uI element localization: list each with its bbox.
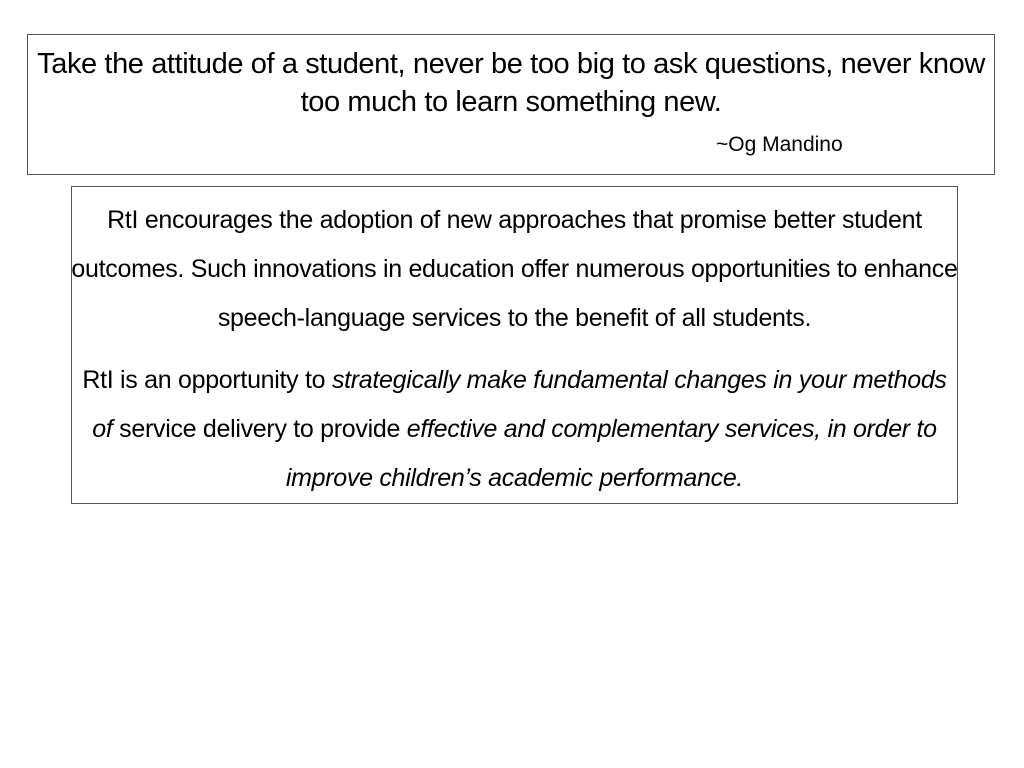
paragraph-part-2-italic: strategically make fundamental changes in your methods of <box>92 366 947 443</box>
quote-box <box>27 34 995 175</box>
paragraph-rti-opportunity <box>71 356 958 503</box>
content-text <box>71 196 958 503</box>
quote-author: ~Og Mandino <box>716 133 843 156</box>
paragraph-part-4-italic: effective and complementary services, in order to improve children’s academic performance. <box>285 415 937 492</box>
paragraph-part-1: RtI is an opportunity to <box>82 366 332 394</box>
paragraph-part-3: service delivery to provide <box>112 415 407 443</box>
paragraph-rti-approaches: RtI encourages the adoption of new approaches that promise better student outcomes. Such innovations in education offer numerous opportunities to enhance speech-language services to the benefit of all students. <box>71 206 958 332</box>
quote-text: Take the attitude of a student, never be too big to ask questions, never know too much to learn something new. <box>37 48 985 118</box>
